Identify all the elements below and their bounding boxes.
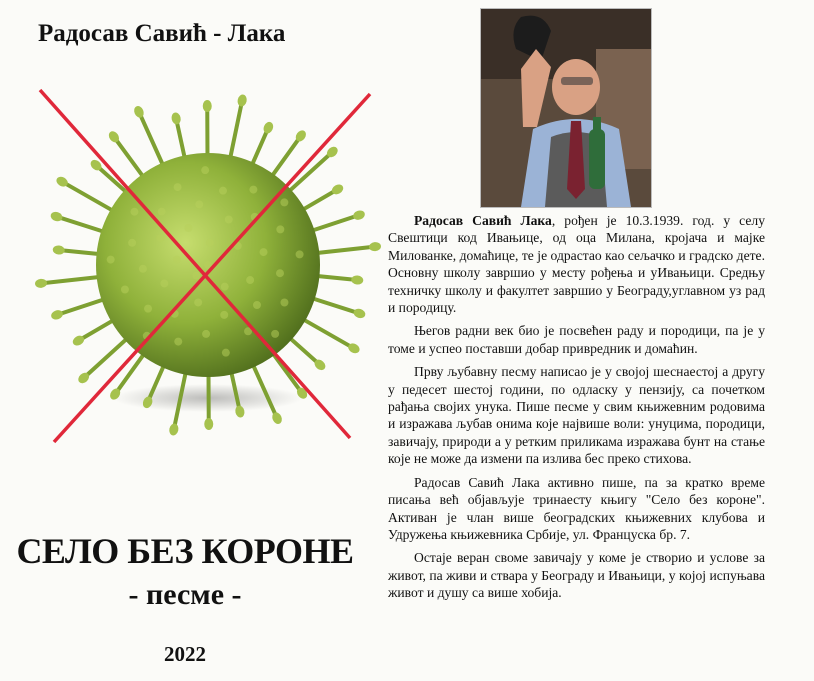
virus-spike (230, 101, 243, 162)
virus-surface-bump (202, 330, 210, 338)
author-photo (480, 8, 652, 208)
crossed-out-virus-image (30, 80, 390, 450)
virus-spike (309, 215, 359, 232)
virus-spike-tip (270, 411, 283, 426)
virus-surface-bump (271, 330, 279, 338)
virus-spike (139, 112, 164, 169)
virus-spike (57, 298, 107, 315)
virus-spike (270, 136, 301, 179)
virus-surface-bump (246, 276, 254, 284)
bio-paragraph-5: Остаје веран своме завичају у коме је створио и услове за живот, па живи и ствара у Београду и Ивањици, у којој испуњава живот и душу са више хобија. (388, 550, 765, 601)
virus-surface-bump (160, 279, 168, 287)
virus-spike-tip (351, 275, 364, 285)
virus-surface-bump (249, 186, 257, 194)
virus-surface-bump (195, 200, 203, 208)
virus-surface-bump (253, 301, 261, 309)
virus-spike (309, 297, 359, 313)
book-title: СЕЛО БЕЗ КОРОНЕ (16, 531, 354, 571)
book-subtitle: - песме - (128, 578, 242, 611)
virus-spike (78, 318, 116, 340)
virus-surface-bump (139, 265, 147, 273)
virus-surface-bump (296, 250, 304, 258)
virus-surface-bump (173, 256, 181, 264)
virus-surface-bump (121, 285, 129, 293)
author-biography (388, 212, 765, 608)
virus-surface-bump (219, 187, 227, 195)
virus-spike-tip (369, 242, 382, 252)
virus-spike (114, 137, 145, 180)
virus-surface-bump (174, 338, 182, 346)
bio-paragraph-1 (388, 212, 765, 316)
virus-spike (251, 128, 269, 168)
virus-spike (313, 247, 375, 254)
virus-surface-bump (260, 248, 268, 256)
bio-paragraph-3: Прву љубавну песму написао је у својој шеснаестој а другу у педесет шестој години, по одласку у пензију, са почетком рађања својих унука. Пише песме у свим књижевним родовима и изражава љубав онима које највише воли: унуцима, породици, завичају, природи а у ретким приликама изражава бунт на стање које не може да измени па излива бес преко стихова. (388, 364, 765, 467)
virus-surface-bump (225, 216, 233, 224)
virus-spike (57, 217, 107, 233)
virus-surface-bump (107, 256, 115, 264)
bio-paragraph-4: Радосав Савић Лака активно пише, па за кратко време писања већ објављује тринаесту књигу "Село без короне". Активан је члан више београдских књижевних клубова и Удружења књижевника Србије, ул. Француска бр. 7. (388, 474, 765, 542)
bio-author-name: Радосав Савић Лака (414, 213, 552, 228)
virus-surface-bump (184, 224, 192, 232)
publication-year: 2022 (164, 642, 206, 666)
virus-surface-bump (192, 272, 200, 280)
virus-spike-tip (170, 112, 181, 126)
virus-surface-bump (156, 234, 164, 242)
virus-spike-tip (352, 209, 366, 221)
virus-spike-tip (204, 418, 213, 430)
virus-spike-tip (262, 120, 275, 135)
author-name: Радосав Савић - Лака (38, 20, 286, 47)
bio-paragraph-2: Његов радни век био је посвећен раду и породици, па је у томе и успео поставши добар привредник и домаћин. (388, 323, 765, 356)
virus-surface-bump (276, 225, 284, 233)
virus-spike (41, 277, 103, 284)
virus-surface-bump (201, 166, 209, 174)
virus-spike-tip (50, 309, 64, 321)
virus-spike-tip (168, 423, 179, 437)
virus-spike-tip (52, 245, 65, 255)
virus-surface-bump (280, 298, 288, 306)
virus-surface-bump (158, 208, 166, 216)
virus-spike-tip (35, 278, 48, 288)
virus-surface-bump (222, 349, 230, 357)
virus-spike-tip (49, 210, 63, 222)
virus-surface-bump (130, 208, 138, 216)
virus-surface-bump (276, 269, 284, 277)
virus-spike (313, 276, 357, 280)
virus-spike-tip (132, 105, 145, 120)
virus-surface-bump (206, 239, 214, 247)
virus-surface-bump (220, 311, 228, 319)
virus-spike (300, 318, 354, 349)
virus-surface-bump (174, 183, 182, 191)
virus-spike (84, 336, 130, 378)
virus-spike (62, 182, 116, 213)
virus-surface-bump (280, 198, 288, 206)
virus-surface-bump (194, 298, 202, 306)
virus-spike (59, 250, 103, 254)
virus-surface-bump (144, 305, 152, 313)
virus-spike-tip (203, 100, 212, 112)
virus-spike (300, 189, 338, 211)
virus-surface-bump (128, 239, 136, 247)
virus-spike (176, 118, 185, 161)
virus-spike (287, 336, 320, 365)
virus-spike-tip (237, 94, 248, 108)
virus-spike-tip (352, 307, 366, 319)
bio-paragraph-1-text: , рођен је 10.3.1939. год. у селу Свештици код Ивањице, од оца Милана, кројача и мајке Милованке, домаћице, те је одрастао као сељачко и градско дете. Основну школу завршио у месту рођења и уИвањици. Средњу техничку школу и факултет завршио у Београду,углавном уз рад и породицу. (388, 213, 765, 316)
virus-surface-bump (221, 283, 229, 291)
